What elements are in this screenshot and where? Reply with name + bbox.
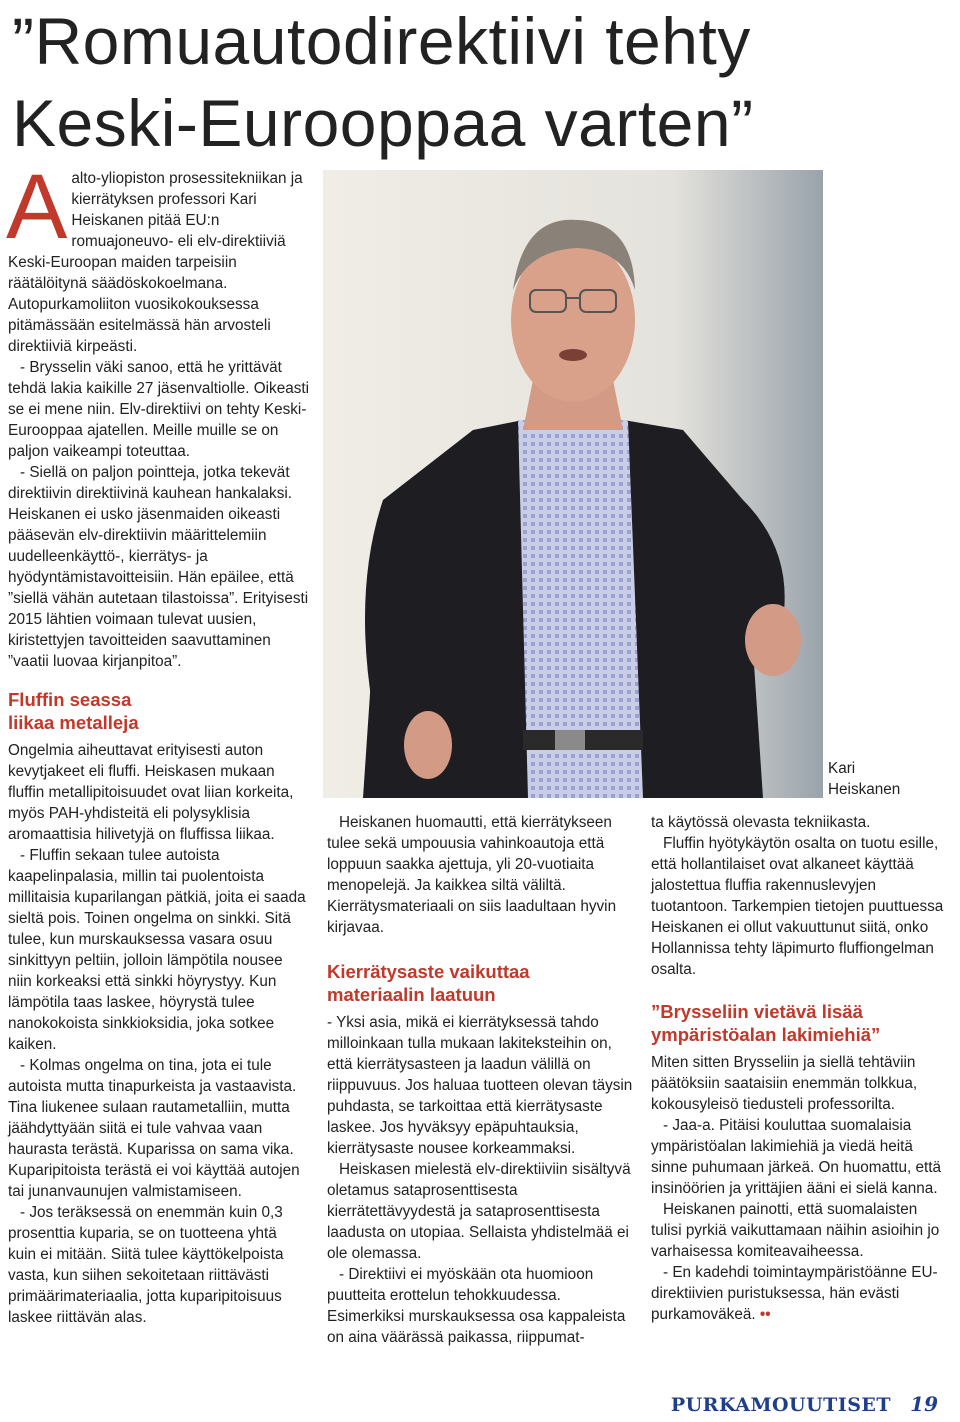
body-paragraph: - Fluffin sekaan tulee autoista kaapelinpalasia, millin tai puolentoista millitaisia kuparilangan pätkiä, joita ei saada sieltä pois. Toinen ongelma on sinkki. Sitä tulee, kun murskauksessa vasara osuu sinkittyyn peltiin, jolloin lämpötila nousee niin korkeaksi että sinkki höyrystyy. Kun lämpötila taas laskee, höyrystä tulee nanokokoista sinkkioksidia, joka sotkee kaiken. [8, 847, 306, 1053]
publication-name: PURKAMOUUTISET [670, 1394, 892, 1416]
section-heading-brysseli [651, 1000, 951, 1046]
body-paragraph: - Yksi asia, mikä ei kierrätyksessä tahdo milloinkaan tulla mukaan lakiteksteihin on, että kierrätysasteen ja laadun välillä on riippuvuus. Jos haluaa tuotteen olevan täysin puhdasta, se tarkoittaa että kierrätysaste laskee. Jos hyväksyy epäpuhtauksia, kierrätysaste nousee korkeammaksi. [327, 1014, 633, 1157]
body-paragraph: ta käytössä olevasta tekniikasta. [651, 814, 871, 831]
intro-column [6, 156, 314, 672]
caption-line: Kari [828, 760, 856, 777]
column-3 [651, 812, 951, 1325]
body-paragraph: - Kolmas ongelma on tina, jota ei tule autoista mutta tinapurkeista ja vastaavista. Tina liukenee sulaan rautametalliin, mutta jäähdyttyään siitä ei tule vahvaa vaan haurasta terästä. Kuparissa on sama vika. Kuparipitoista terästä ei voi käyttää autojen tai junanvaunujen valmistamiseen. [8, 1057, 300, 1200]
body-paragraph: Fluffin hyötykäytön osalta on tuotu esille, että hollantilaiset ovat alkaneet käyttää jalostettua fluffia rakennuslevyjen tuotantoon. Tarkempien tietojen puuttuessa Heiskanen ei ollut vakuuttunut siitä, onko Hollannissa tehty läpimurto fluffiongelman osalta. [651, 835, 944, 978]
body-paragraph: Heiskasen mielestä elv-direktiiviin sisältyvä oletamus sataprosenttisesta kierrätettävyydestä ja sataprosenttisesta laadusta on utopiaa. Sellaista yhdistelmää ei ole olemassa. [327, 1161, 631, 1262]
drop-cap: A [6, 156, 68, 258]
body-paragraph: - Jos teräksessä on enemmän kuin 0,3 prosenttia kuparia, se on tuotteena yhtä kuin ei mitään. Siitä tulee käyttökelpoista vasta, kun siihen sekoitetaan riittävästi primäärimateriaalia, jotta kuparipitoisuus laskee riittävän alas. [8, 1204, 284, 1326]
body-paragraph: Miten sitten Brysseliin ja siellä tehtäviin päätöksiin saataisiin enemmän tolkkua, kokousyleisö tiedusteli professorilta. [651, 1054, 918, 1113]
heading-line: Kierrätysaste vaikuttaa [327, 961, 530, 982]
caption-line: Heiskanen [828, 781, 901, 798]
end-mark: •• [759, 1306, 771, 1323]
heading-line: ympäristöalan lakimiehiä” [651, 1024, 881, 1045]
section-fluffi [8, 688, 308, 1328]
heading-line: ”Brysseliin vietävä lisää [651, 1001, 863, 1022]
intro-paragraph-3: - Siellä on paljon pointteja, jotka tekevät direktiivin direktiivinä kauhean hankalaksi. [8, 464, 292, 502]
title-line-2: Keski-Eurooppaa varten” [12, 86, 754, 160]
page-footer [671, 1392, 938, 1416]
intro-paragraph-1: alto-yliopiston prosessitekniikan ja kierrätyksen professori Kari Heiskanen pitää EU:n romuajoneuvo- eli elv-direktiiviä Keski-Euroopan maiden tarpeisiin räätälöitynä säädöskokoelmana. Autopurkamoliiton vuosikokouksessa pitämässään esitelmässä hän arvosteli direktiiviä kirpeästi. [8, 170, 303, 355]
intro-paragraph-2: - Brysselin väki sanoo, että he yrittävät tehdä lakia kaikille 27 jäsenvaltiolle. Oikeasti se ei mene niin. Elv-direktiivi on tehty Keski-Eurooppaa ajatellen. Meille muille se on paljon vaikeampi toteuttaa. [8, 359, 310, 460]
article-title [12, 0, 952, 164]
section-heading-kierratysaste [327, 960, 633, 1006]
section-heading-fluffi [8, 688, 308, 734]
closing-text: - En kadehdi toimintaympäristöänne EU-direktiivien puristuksessa, hän evästi purkamoväkeä. [651, 1264, 938, 1323]
photo-caption [828, 758, 900, 800]
intro-paragraph-4: Heiskanen ei usko jäsenmaiden oikeasti pääsevän elv-direktiivin määrittelemiin uudelleenkäyttö-, kierrätys- ja hyödyntämistavoitteisiin. Hän epäilee, että ”siellä vähän autetaan tilastoissa”. Erityisesti 2015 lähtien voimaan tulevat uusien, kiristettyjen tavoitteiden saavuttaminen ”vaatii luovaa kirjanpitoa”. [8, 506, 309, 670]
body-paragraph: Heiskanen huomautti, että kierrätykseen tulee sekä umpouusia vahinkoautoja että loppuun saakka ajettuja, yli 20-vuotiaita menopelejä. Ja kaikkea siltä väliltä. Kierrätysmateriaali on siis laadultaan hyvin kirjavaa. [327, 814, 617, 936]
column-2 [327, 812, 633, 1348]
body-paragraph: Heiskanen painotti, että suomalaisten tulisi pyrkiä vaikuttamaan näihin asioihin jo varhaisessa komiteavaiheessa. [651, 1201, 940, 1260]
body-paragraph: - Jaa-a. Pitäisi kouluttaa suomalaisia ympäristöalan lakimiehiä ja viedä heitä sinne puhumaan järkeä. On huomattu, että insinöörien ja yrittäjien ääni ei sielä kanna. [651, 1117, 941, 1197]
heading-line: Fluffin seassa [8, 689, 132, 710]
heading-line: liikaa metalleja [8, 712, 139, 733]
page-number: 19 [910, 1392, 938, 1416]
heading-line: materiaalin laatuun [327, 984, 496, 1005]
body-paragraph [651, 1262, 951, 1325]
portrait-photo [323, 170, 823, 798]
body-paragraph: Ongelmia aiheuttavat erityisesti auton kevytjakeet eli fluffi. Heiskasen mukaan fluffin metallipitoisuudet ovat liian korkeita, myös PAH-yhdisteitä eli polysyklisia aromaattisia hilivetyjä on fluffissa liikaa. [8, 742, 294, 843]
title-line-1: ”Romuautodirektiivi tehty [12, 4, 751, 78]
body-paragraph: - Direktiivi ei myöskään ota huomioon puutteita erottelun tehokkuudessa. Esimerkiksi murskauksessa osa kappaleista on aina väärässä paikassa, riippumat- [327, 1266, 626, 1346]
